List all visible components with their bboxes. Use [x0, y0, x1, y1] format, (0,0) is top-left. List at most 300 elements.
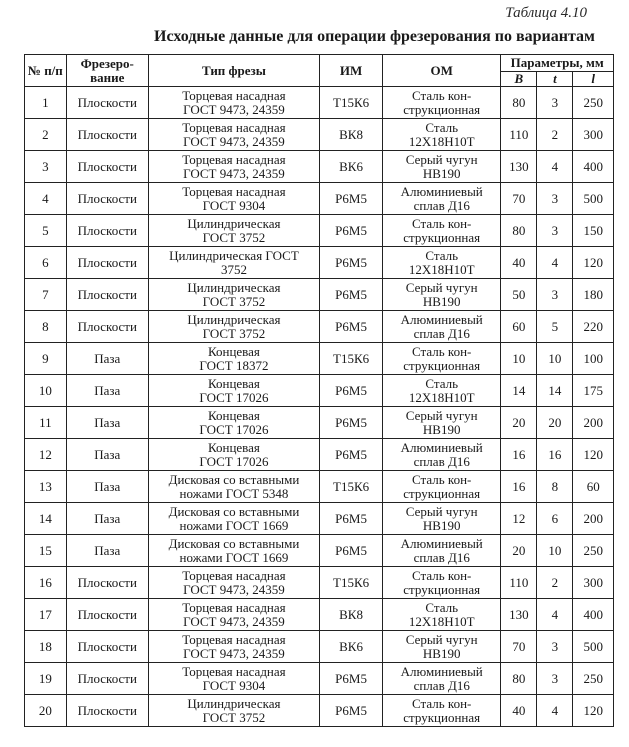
table-row	[25, 375, 614, 407]
milling-type-cell	[66, 87, 148, 119]
param-l-cell	[573, 183, 614, 215]
param-l-cell	[573, 439, 614, 471]
work-material-cell-text: 12Х18Н10Т	[408, 389, 475, 405]
milling-type-cell	[66, 247, 148, 279]
milling-type-cell-text: Плоскости	[77, 222, 137, 238]
param-l-cell	[573, 471, 614, 503]
tool-type-cell-text: Дисковая со вставными	[168, 472, 300, 487]
param-l-cell	[573, 663, 614, 695]
work-material-cell-text: Серый чугун	[405, 408, 478, 423]
table-row	[25, 151, 614, 183]
work-material-cell	[383, 343, 501, 375]
tool-material-cell	[320, 503, 383, 535]
row-number-cell-text: 17	[38, 606, 52, 622]
milling-type-cell-text: Паза	[94, 510, 121, 526]
work-material-cell-text: Серый чугун	[405, 152, 478, 167]
tool-type-cell	[148, 247, 319, 279]
milling-type-cell-text: Паза	[94, 414, 121, 430]
row-number-cell	[25, 407, 67, 439]
row-number-cell	[25, 215, 67, 247]
param-b-cell	[501, 407, 537, 439]
param-t-cell-text: 3	[551, 286, 559, 302]
work-material-cell-text: Алюминиевый	[400, 440, 483, 455]
header-num: № п/п	[25, 55, 67, 87]
param-t-cell-text: 8	[551, 478, 559, 494]
work-material-cell	[383, 279, 501, 311]
param-t-cell-text: 16	[548, 446, 562, 462]
work-material-cell-text: Сталь кон-	[412, 568, 472, 583]
param-t-cell-text: 6	[551, 510, 559, 526]
milling-type-cell-text: Плоскости	[77, 702, 137, 718]
tool-type-cell-text: ГОСТ 9473, 24359	[183, 165, 285, 181]
tool-type-cell-text: Цилиндрическая	[187, 280, 281, 295]
param-t-cell-text: 14	[548, 382, 562, 398]
row-number-cell	[25, 599, 67, 631]
work-material-cell-text: 12Х18Н10Т	[408, 261, 475, 277]
tool-type-cell-text: ГОСТ 17026	[199, 389, 269, 405]
param-b-cell	[501, 279, 537, 311]
tool-type-cell	[148, 279, 319, 311]
work-material-cell	[383, 471, 501, 503]
param-b-cell-text: 16	[512, 446, 526, 462]
tool-type-cell-text: Концевая	[207, 408, 260, 423]
tool-type-cell-text: ГОСТ 9473, 24359	[183, 581, 285, 597]
param-b-cell-text: 20	[512, 414, 526, 430]
work-material-cell-text: Серый чугун	[405, 504, 478, 519]
row-number-cell	[25, 311, 67, 343]
row-number-cell	[25, 503, 67, 535]
param-b-cell	[501, 247, 537, 279]
table-row	[25, 503, 614, 535]
tool-type-cell-text: ножами ГОСТ 5348	[179, 485, 289, 501]
row-number-cell	[25, 695, 67, 727]
tool-type-cell-text: Дисковая со вставными	[168, 504, 300, 519]
tool-type-cell-text: ГОСТ 9304	[202, 677, 266, 693]
tool-material-cell-text: Р6М5	[335, 382, 367, 398]
milling-type-cell	[66, 151, 148, 183]
work-material-cell-text: струкционная	[403, 357, 481, 373]
tool-type-cell-text: ГОСТ 18372	[199, 357, 269, 373]
milling-type-cell-text: Плоскости	[77, 574, 137, 590]
work-material-cell-text: Сталь	[425, 248, 459, 263]
tool-material-cell-text: Р6М5	[335, 318, 367, 334]
work-material-cell-text: 12Х18Н10Т	[408, 613, 475, 629]
milling-type-cell	[66, 503, 148, 535]
tool-type-cell	[148, 343, 319, 375]
header-milling: Фрезеро-вание	[66, 55, 148, 87]
work-material-cell	[383, 183, 501, 215]
tool-type-cell	[148, 471, 319, 503]
header-tool: Тип фрезы	[148, 55, 319, 87]
tool-type-cell	[148, 375, 319, 407]
header-om: ОМ	[383, 55, 501, 87]
param-b-cell-text: 70	[512, 638, 526, 654]
tool-material-cell-text: Р6М5	[335, 446, 367, 462]
param-l-cell	[573, 599, 614, 631]
tool-material-cell-text: Т15К6	[333, 478, 370, 494]
row-number-cell-text: 13	[38, 478, 52, 494]
work-material-cell-text: Сталь кон-	[412, 216, 472, 231]
work-material-cell-text: Серый чугун	[405, 632, 478, 647]
header-l: l	[573, 72, 614, 87]
tool-type-cell-text: Концевая	[207, 440, 260, 455]
table-row	[25, 471, 614, 503]
param-l-cell	[573, 87, 614, 119]
param-b-cell	[501, 343, 537, 375]
param-t-cell-text: 20	[548, 414, 562, 430]
param-l-cell	[573, 375, 614, 407]
tool-type-cell-text: Цилиндрическая	[187, 312, 281, 327]
row-number-cell	[25, 343, 67, 375]
param-l-cell-text: 60	[586, 478, 600, 494]
param-l-cell	[573, 279, 614, 311]
work-material-cell	[383, 663, 501, 695]
param-t-cell	[537, 119, 573, 151]
tool-material-cell	[320, 151, 383, 183]
param-l-cell-text: 500	[583, 638, 603, 654]
work-material-cell-text: Алюминиевый	[400, 664, 483, 679]
tool-type-cell-text: Торцевая насадная	[182, 88, 286, 103]
tool-type-cell-text: ГОСТ 9473, 24359	[183, 613, 285, 629]
work-material-cell-text: НВ190	[422, 165, 461, 181]
param-t-cell	[537, 311, 573, 343]
param-t-cell-text: 3	[551, 94, 559, 110]
work-material-cell-text: НВ190	[422, 421, 461, 437]
tool-material-cell-text: Т15К6	[333, 350, 370, 366]
tool-material-cell	[320, 663, 383, 695]
work-material-cell-text: струкционная	[403, 709, 481, 725]
param-b-cell-text: 80	[512, 670, 526, 686]
table-row	[25, 567, 614, 599]
param-b-cell	[501, 183, 537, 215]
param-b-cell	[501, 151, 537, 183]
table-body	[25, 87, 614, 727]
param-t-cell-text: 3	[551, 670, 559, 686]
row-number-cell-text: 14	[38, 510, 52, 526]
tool-material-cell	[320, 247, 383, 279]
milling-type-cell	[66, 279, 148, 311]
tool-material-cell-text: Р6М5	[335, 542, 367, 558]
tool-type-cell-text: ГОСТ 17026	[199, 453, 269, 469]
param-l-cell-text: 200	[583, 414, 603, 430]
row-number-cell-text: 3	[42, 158, 49, 174]
tool-type-cell-text: 3752	[220, 261, 247, 277]
param-b-cell-text: 16	[512, 478, 526, 494]
table-row	[25, 87, 614, 119]
param-t-cell	[537, 375, 573, 407]
work-material-cell	[383, 311, 501, 343]
work-material-cell	[383, 567, 501, 599]
param-l-cell-text: 400	[583, 158, 603, 174]
param-t-cell	[537, 279, 573, 311]
work-material-cell-text: Сталь кон-	[412, 696, 472, 711]
param-l-cell-text: 120	[583, 254, 603, 270]
tool-type-cell-text: ГОСТ 3752	[202, 229, 266, 245]
row-number-cell-text: 5	[42, 222, 49, 238]
tool-material-cell	[320, 631, 383, 663]
param-b-cell-text: 60	[512, 318, 526, 334]
row-number-cell	[25, 631, 67, 663]
work-material-cell	[383, 151, 501, 183]
work-material-cell	[383, 119, 501, 151]
row-number-cell-text: 11	[39, 414, 52, 430]
param-l-cell	[573, 247, 614, 279]
param-b-cell	[501, 311, 537, 343]
row-number-cell	[25, 151, 67, 183]
tool-type-cell-text: ГОСТ 9473, 24359	[183, 101, 285, 117]
milling-type-cell	[66, 567, 148, 599]
tool-material-cell-text: Р6М5	[335, 510, 367, 526]
param-b-cell	[501, 695, 537, 727]
param-l-cell-text: 120	[583, 702, 603, 718]
param-b-cell	[501, 599, 537, 631]
tool-material-cell	[320, 535, 383, 567]
param-t-cell	[537, 439, 573, 471]
tool-type-cell-text: Цилиндрическая	[187, 216, 281, 231]
row-number-cell	[25, 279, 67, 311]
param-b-cell	[501, 375, 537, 407]
tool-type-cell-text: Торцевая насадная	[182, 600, 286, 615]
tool-material-cell	[320, 375, 383, 407]
work-material-cell-text: Алюминиевый	[400, 312, 483, 327]
tool-material-cell-text: Р6М5	[335, 702, 367, 718]
milling-type-cell	[66, 663, 148, 695]
param-l-cell	[573, 215, 614, 247]
tool-type-cell-text: Торцевая насадная	[182, 568, 286, 583]
tool-type-cell-text: ГОСТ 3752	[202, 293, 266, 309]
tool-type-cell	[148, 183, 319, 215]
tool-material-cell-text: ВК6	[339, 158, 363, 174]
param-t-cell-text: 4	[551, 158, 559, 174]
tool-material-cell	[320, 567, 383, 599]
row-number-cell	[25, 247, 67, 279]
row-number-cell-text: 12	[38, 446, 52, 462]
param-b-cell	[501, 215, 537, 247]
tool-type-cell-text: Цилиндрическая	[187, 696, 281, 711]
work-material-cell	[383, 439, 501, 471]
param-l-cell	[573, 311, 614, 343]
header-im: ИМ	[320, 55, 383, 87]
param-b-cell-text: 50	[512, 286, 526, 302]
tool-type-cell-text: ГОСТ 9473, 24359	[183, 645, 285, 661]
param-t-cell	[537, 151, 573, 183]
param-t-cell-text: 10	[548, 542, 562, 558]
param-b-cell-text: 40	[512, 254, 526, 270]
table-row	[25, 407, 614, 439]
param-l-cell-text: 200	[583, 510, 603, 526]
tool-material-cell	[320, 215, 383, 247]
tool-type-cell-text: Торцевая насадная	[182, 120, 286, 135]
table-row	[25, 343, 614, 375]
param-l-cell-text: 180	[583, 286, 603, 302]
milling-type-cell-text: Паза	[94, 446, 121, 462]
param-t-cell	[537, 503, 573, 535]
table-row	[25, 183, 614, 215]
milling-type-cell	[66, 695, 148, 727]
tool-material-cell	[320, 343, 383, 375]
param-l-cell	[573, 631, 614, 663]
work-material-cell	[383, 407, 501, 439]
work-material-cell	[383, 247, 501, 279]
work-material-cell	[383, 375, 501, 407]
tool-type-cell-text: Концевая	[207, 344, 260, 359]
param-b-cell-text: 20	[512, 542, 526, 558]
milling-type-cell-text: Плоскости	[77, 254, 137, 270]
milling-type-cell	[66, 119, 148, 151]
param-t-cell	[537, 631, 573, 663]
table-row	[25, 663, 614, 695]
milling-type-cell	[66, 631, 148, 663]
work-material-cell-text: Алюминиевый	[400, 536, 483, 551]
param-b-cell-text: 10	[512, 350, 526, 366]
tool-type-cell	[148, 567, 319, 599]
milling-type-cell-text: Плоскости	[77, 670, 137, 686]
param-t-cell	[537, 535, 573, 567]
tool-type-cell	[148, 663, 319, 695]
param-l-cell-text: 120	[583, 446, 603, 462]
milling-type-cell	[66, 343, 148, 375]
work-material-cell	[383, 599, 501, 631]
milling-type-cell	[66, 407, 148, 439]
tool-type-cell-text: ножами ГОСТ 1669	[179, 549, 289, 565]
param-t-cell-text: 10	[548, 350, 562, 366]
table-row	[25, 311, 614, 343]
row-number-cell-text: 10	[38, 382, 52, 398]
tool-material-cell-text: Т15К6	[333, 574, 370, 590]
work-material-cell-text: Сталь	[425, 600, 459, 615]
work-material-cell-text: сплав Д16	[413, 549, 470, 565]
row-number-cell-text: 7	[42, 286, 49, 302]
header-b: B	[501, 72, 537, 87]
tool-type-cell	[148, 119, 319, 151]
milling-type-cell-text: Паза	[94, 478, 121, 494]
milling-type-cell-text: Плоскости	[77, 286, 137, 302]
param-t-cell-text: 4	[551, 254, 559, 270]
param-t-cell-text: 5	[551, 318, 559, 334]
param-b-cell	[501, 631, 537, 663]
tool-type-cell-text: Торцевая насадная	[182, 184, 286, 199]
tool-material-cell-text: Р6М5	[335, 222, 367, 238]
row-number-cell	[25, 119, 67, 151]
param-t-cell	[537, 215, 573, 247]
header-t: t	[537, 72, 573, 87]
milling-type-cell	[66, 375, 148, 407]
param-b-cell-text: 80	[512, 94, 526, 110]
tool-type-cell	[148, 631, 319, 663]
table-row	[25, 439, 614, 471]
tool-type-cell-text: ГОСТ 3752	[202, 325, 266, 341]
tool-material-cell	[320, 695, 383, 727]
table-row	[25, 279, 614, 311]
work-material-cell-text: Сталь кон-	[412, 472, 472, 487]
param-l-cell-text: 300	[583, 126, 603, 142]
param-l-cell	[573, 695, 614, 727]
row-number-cell	[25, 535, 67, 567]
work-material-cell-text: сплав Д16	[413, 453, 470, 469]
row-number-cell-text: 18	[38, 638, 52, 654]
param-b-cell-text: 130	[509, 158, 529, 174]
work-material-cell-text: струкционная	[403, 229, 481, 245]
param-l-cell-text: 500	[583, 190, 603, 206]
param-t-cell	[537, 87, 573, 119]
param-l-cell-text: 250	[583, 542, 603, 558]
tool-type-cell	[148, 87, 319, 119]
tool-material-cell-text: ВК6	[339, 638, 363, 654]
tool-material-cell-text: ВК8	[339, 126, 363, 142]
table-row	[25, 247, 614, 279]
tool-type-cell-text: ГОСТ 17026	[199, 421, 269, 437]
param-b-cell-text: 130	[509, 606, 529, 622]
row-number-cell-text: 20	[38, 702, 52, 718]
param-b-cell-text: 12	[512, 510, 526, 526]
tool-type-cell	[148, 503, 319, 535]
row-number-cell-text: 1	[42, 94, 49, 110]
work-material-cell-text: НВ190	[422, 645, 461, 661]
param-l-cell-text: 300	[583, 574, 603, 590]
work-material-cell-text: Серый чугун	[405, 280, 478, 295]
milling-type-cell	[66, 599, 148, 631]
param-l-cell-text: 250	[583, 670, 603, 686]
table-row	[25, 599, 614, 631]
param-t-cell	[537, 471, 573, 503]
tool-type-cell-text: Торцевая насадная	[182, 152, 286, 167]
param-b-cell-text: 110	[509, 126, 529, 142]
milling-type-cell-text: Плоскости	[77, 638, 137, 654]
work-material-cell-text: Сталь кон-	[412, 88, 472, 103]
work-material-cell	[383, 631, 501, 663]
param-b-cell-text: 110	[509, 574, 529, 590]
param-l-cell-text: 175	[583, 382, 603, 398]
table-title: Исходные данные для операции фрезерования по вариантам	[154, 28, 595, 45]
param-l-cell	[573, 503, 614, 535]
milling-data-table	[24, 54, 614, 727]
milling-type-cell-text: Паза	[94, 350, 121, 366]
param-b-cell	[501, 663, 537, 695]
milling-type-cell-text: Плоскости	[77, 190, 137, 206]
param-b-cell	[501, 439, 537, 471]
param-t-cell-text: 3	[551, 190, 559, 206]
table-row	[25, 119, 614, 151]
milling-type-cell	[66, 311, 148, 343]
tool-material-cell	[320, 119, 383, 151]
milling-type-cell-text: Паза	[94, 382, 121, 398]
param-t-cell-text: 2	[551, 574, 559, 590]
milling-type-cell-text: Плоскости	[77, 126, 137, 142]
work-material-cell-text: Сталь кон-	[412, 344, 472, 359]
param-t-cell	[537, 247, 573, 279]
row-number-cell	[25, 375, 67, 407]
tool-type-cell	[148, 407, 319, 439]
work-material-cell	[383, 695, 501, 727]
tool-type-cell-text: Дисковая со вставными	[168, 536, 300, 551]
header-params: Параметры, мм	[501, 55, 614, 72]
work-material-cell-text: сплав Д16	[413, 325, 470, 341]
param-b-cell	[501, 567, 537, 599]
tool-material-cell-text: Р6М5	[335, 414, 367, 430]
work-material-cell-text: струкционная	[403, 485, 481, 501]
tool-material-cell	[320, 407, 383, 439]
table-row	[25, 215, 614, 247]
milling-type-cell	[66, 535, 148, 567]
row-number-cell	[25, 567, 67, 599]
table-row	[25, 631, 614, 663]
row-number-cell	[25, 439, 67, 471]
tool-type-cell-text: ГОСТ 9473, 24359	[183, 133, 285, 149]
table-row	[25, 535, 614, 567]
work-material-cell-text: Сталь	[425, 376, 459, 391]
param-t-cell-text: 3	[551, 638, 559, 654]
tool-type-cell-text: ГОСТ 3752	[202, 709, 266, 725]
